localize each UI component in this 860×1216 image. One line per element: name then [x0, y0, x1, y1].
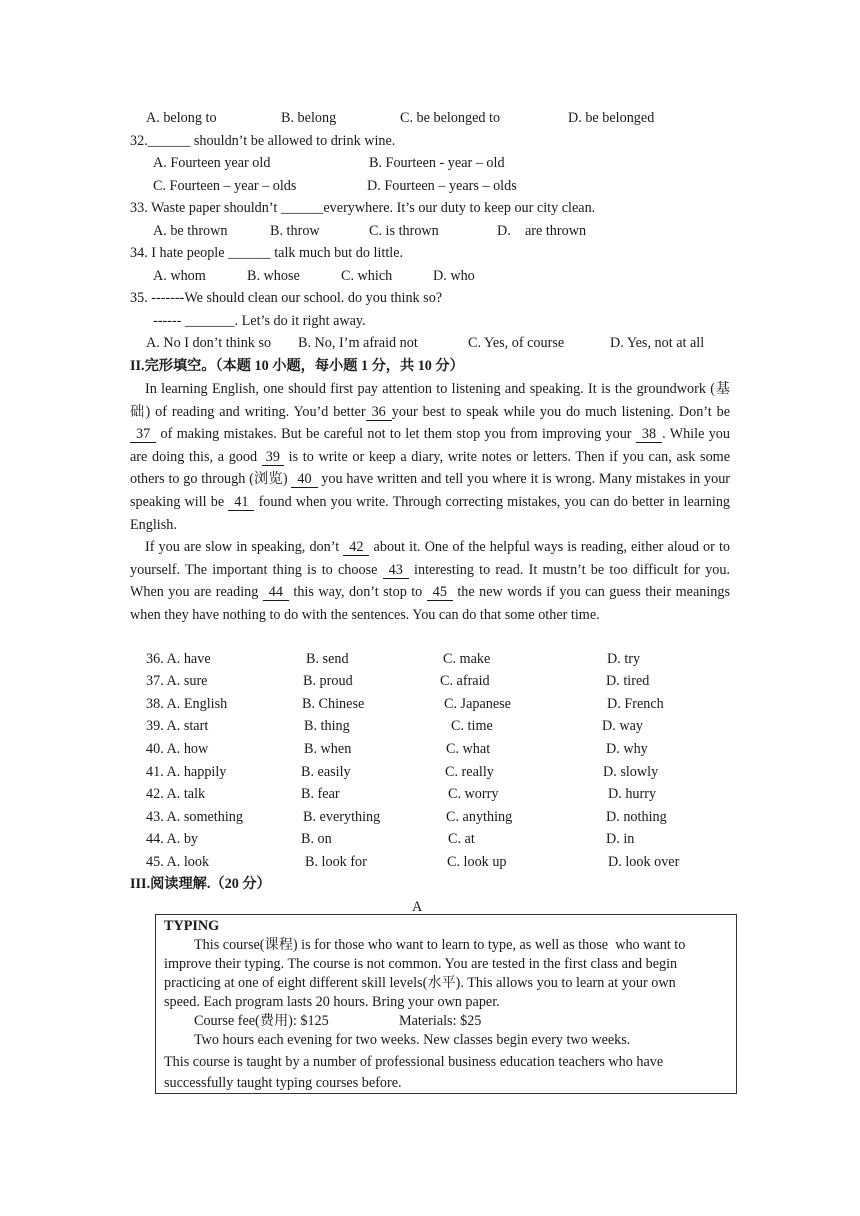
q35-option-a: A. No I don’t think so [146, 335, 272, 351]
q32-option-a: A. Fourteen year old [153, 155, 271, 171]
cloze-text: . While you are doing this, a good [130, 426, 730, 465]
materials-fee: Materials: $25 [399, 1013, 482, 1029]
q32-option-d: D. Fourteen – years – olds [367, 178, 517, 194]
choice-36-b: B. send [306, 651, 349, 667]
cloze-text: you have written and tell you where it is wrong. Many mistakes in your speaking will be [130, 471, 731, 510]
q33-option-d: D. are thrown [497, 223, 587, 239]
box-line-3: practicing at one of eight different skill levels(水平). This allows you to learn at your own [164, 975, 676, 991]
choice-41-c: C. really [445, 764, 494, 780]
cloze-text: found when you write. Through correcting mistakes, you can do better in learning English. [130, 493, 731, 533]
choice-37-b: B. proud [303, 673, 353, 689]
cloze-text: of making mistakes. But be careful not to let them stop you from improving your [160, 426, 632, 443]
choice-44-b: B. on [301, 831, 332, 847]
cloze-text: about it. One of the helpful ways is reading, either aloud or to yourself. The important thing is to choose [130, 539, 731, 578]
choice-36-a: 36. A. have [146, 651, 211, 667]
choice-37-a: 37. A. sure [146, 673, 208, 689]
choice-42-b: B. fear [301, 786, 340, 802]
box-line-2: improve their typing. The course is not common. You are tested in the first class and begin [164, 956, 678, 972]
choice-40-c: C. what [446, 741, 491, 757]
choice-39-c: C. time [451, 718, 493, 734]
q34-option-c: C. which [341, 268, 393, 284]
cloze-text: the new words if you can guess their meanings when they have nothing to do with the sentences. You can do that some other time. [130, 584, 731, 623]
typing-course-box [155, 914, 737, 1094]
choice-42-c: C. worry [448, 786, 499, 802]
choice-40-b: B. when [304, 741, 352, 757]
q35-reply: ------ _______. Let’s do it right away. [153, 313, 366, 329]
q33-option-c: C. is thrown [369, 223, 439, 239]
cloze-text: In learning English, one should first pay attention to listening and speaking. It is the groundwork (基础) of reading and writing. You’d better [130, 381, 730, 420]
choice-45-d: D. look over [608, 854, 680, 870]
q35-option-d: D. Yes, not at all [610, 335, 705, 351]
q33-option-b: B. throw [270, 223, 320, 239]
box-line-1: This course(课程) is for those who want to learn to type, as well as those who want to [194, 937, 686, 953]
choice-45-b: B. look for [305, 854, 367, 870]
blank-39: 39 [262, 449, 284, 466]
choice-39-a: 39. A. start [146, 718, 209, 734]
choice-45-a: 45. A. look [146, 854, 210, 870]
q34-stem: 34. I hate people ______ talk much but do little. [130, 245, 404, 261]
choice-38-c: C. Japanese [444, 696, 511, 712]
choice-36-c: C. make [443, 651, 491, 667]
cloze-text: interesting to read. It mustn’t be too difficult for you. When you are reading [130, 561, 731, 601]
q33-option-a: A. be thrown [153, 223, 228, 239]
cloze-text: this way, don’t stop to [293, 584, 423, 601]
passage-label: A [412, 899, 423, 915]
box-line-5: This course is taught by a number of professional business education teachers who have [164, 1054, 664, 1070]
choice-38-d: D. French [607, 696, 664, 712]
box-title: TYPING [164, 918, 220, 934]
blank-43: 43 [383, 562, 409, 579]
class-schedule: Two hours each evening for two weeks. New classes begin every two weeks. [194, 1032, 631, 1048]
blank-36: 36 [366, 404, 392, 421]
q35-stem: 35. -------We should clean our school. do you think so? [130, 290, 443, 306]
choice-40-d: D. why [606, 741, 648, 757]
section2-heading: II.完形填空。（本题 10 小题，每小题 1 分，共 10 分） [130, 358, 464, 374]
blank-42: 42 [343, 539, 369, 556]
cloze-paragraph-1 [130, 378, 730, 536]
box-line-6: successfully taught typing courses before. [164, 1075, 402, 1091]
course-fee: Course fee(费用): $125 [194, 1013, 329, 1029]
choice-41-b: B. easily [301, 764, 351, 780]
q32-option-c: C. Fourteen – year – olds [153, 178, 297, 194]
box-line-4: speed. Each program lasts 20 hours. Bring your own paper. [164, 994, 500, 1010]
q32-option-b: B. Fourteen - year – old [369, 155, 505, 171]
q34-option-b: B. whose [247, 268, 300, 284]
q35-option-b: B. No, I’m afraid not [298, 335, 418, 351]
q34-option-a: A. whom [153, 268, 206, 284]
q35-option-c: C. Yes, of course [468, 335, 565, 351]
choice-43-c: C. anything [446, 809, 513, 825]
choice-44-a: 44. A. by [146, 831, 199, 847]
q31-option-c: C. be belonged to [400, 110, 501, 126]
q33-stem: 33. Waste paper shouldn’t ______everywhere. It’s our duty to keep our city clean. [130, 200, 596, 216]
q32-stem: 32.______ shouldn’t be allowed to drink wine. [130, 133, 396, 149]
blank-38: 38 [636, 426, 662, 443]
choice-43-b: B. everything [303, 809, 381, 825]
choice-42-d: D. hurry [608, 786, 657, 802]
blank-37: 37 [130, 426, 156, 443]
q34-option-d: D. who [433, 268, 475, 284]
q31-option-a: A. belong to [146, 110, 217, 126]
q31-option-d: D. be belonged [568, 110, 655, 126]
choice-42-a: 42. A. talk [146, 786, 206, 802]
choice-43-d: D. nothing [606, 809, 667, 825]
cloze-text: your best to speak while you do much listening. Don’t be [391, 403, 730, 420]
blank-44: 44 [263, 584, 289, 601]
cloze-text: If you are slow in speaking, don’t [145, 539, 340, 556]
choice-44-d: D. in [606, 831, 635, 847]
choice-41-a: 41. A. happily [146, 764, 227, 780]
choice-36-d: D. try [607, 651, 641, 667]
q31-option-b: B. belong [281, 110, 337, 126]
blank-40: 40 [291, 471, 317, 488]
choice-44-c: C. at [448, 831, 475, 847]
choice-37-d: D. tired [606, 673, 650, 689]
blank-45: 45 [427, 584, 453, 601]
choice-38-b: B. Chinese [302, 696, 365, 712]
cloze-passage [130, 378, 730, 627]
choice-45-c: C. look up [447, 854, 507, 870]
section3-heading: III.阅读理解.（20 分） [130, 876, 271, 892]
choice-41-d: D. slowly [603, 764, 659, 780]
blank-41: 41 [228, 494, 254, 511]
choice-38-a: 38. A. English [146, 696, 228, 712]
cloze-text: is to write or keep a diary, write notes or letters. Then if you can, ask some others to go through (浏览) [130, 448, 730, 488]
choice-39-d: D. way [602, 718, 643, 734]
cloze-paragraph-2 [130, 536, 730, 626]
choice-39-b: B. thing [304, 718, 350, 734]
choice-37-c: C. afraid [440, 673, 490, 689]
choice-40-a: 40. A. how [146, 741, 209, 757]
choice-43-a: 43. A. something [146, 809, 243, 825]
